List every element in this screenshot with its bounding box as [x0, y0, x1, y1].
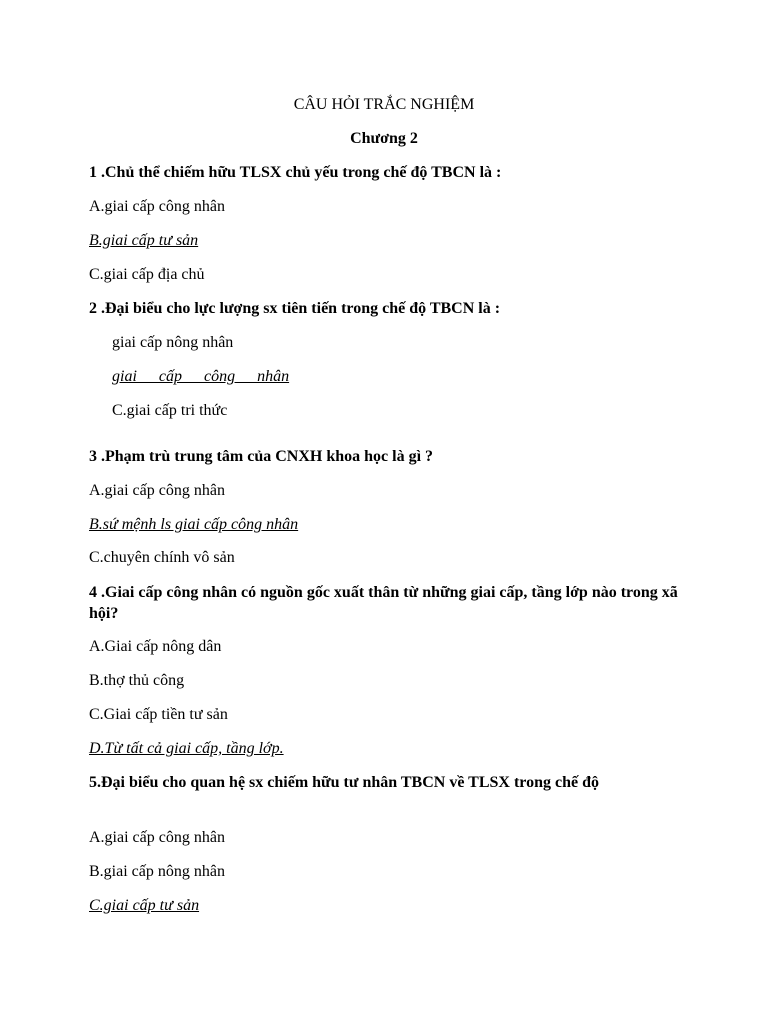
q1-option-a: A.giai cấp công nhân	[89, 198, 225, 215]
chapter-heading: Chương 2	[350, 130, 418, 147]
q2-option-c: C.giai cấp tri thức	[112, 402, 228, 419]
q4-option-a: A.Giai cấp nông dân	[89, 638, 222, 655]
question-1: 1 .Chủ thể chiếm hữu TLSX chủ yếu trong chế độ TBCN là :	[89, 164, 502, 181]
q2-option-a: giai cấp nông nhân	[112, 334, 234, 351]
question-2: 2 .Đại biểu cho lực lượng sx tiên tiến trong chế độ TBCN là :	[89, 300, 501, 317]
question-3: 3 .Phạm trù trung tâm của CNXH khoa học là gì ?	[89, 448, 434, 465]
q3-option-a: A.giai cấp công nhân	[89, 482, 225, 499]
q4-option-b: B.thợ thủ công	[89, 672, 185, 689]
q2-option-b-answer: giai cấp công nhân	[112, 368, 290, 385]
q1-option-b-answer: B.giai cấp tư sản	[89, 232, 199, 249]
document-title: CÂU HỎI TRẮC NGHIỆM	[293, 96, 475, 113]
q5-option-a: A.giai cấp công nhân	[89, 829, 225, 846]
q3-option-b-answer: B.sứ mệnh ls giai cấp công nhân	[89, 516, 299, 533]
question-4: 4 .Giai cấp công nhân có nguồn gốc xuất thân từ những giai cấp, tầng lớp nào trong xã hội?	[89, 584, 678, 622]
q5-option-b: B.giai cấp nông nhân	[89, 863, 225, 880]
q5-option-c-answer: C.giai cấp tư sản	[89, 897, 200, 914]
q4-option-d-answer: D.Từ tất cả giai cấp, tầng lớp.	[89, 740, 284, 757]
q3-option-c: C.chuyên chính vô sản	[89, 549, 235, 566]
q4-option-c: C.Giai cấp tiền tư sản	[89, 706, 228, 723]
q1-option-c: C.giai cấp địa chủ	[89, 266, 205, 283]
question-5: 5.Đại biểu cho quan hệ sx chiếm hữu tư nhân TBCN về TLSX trong chế độ	[89, 774, 599, 791]
